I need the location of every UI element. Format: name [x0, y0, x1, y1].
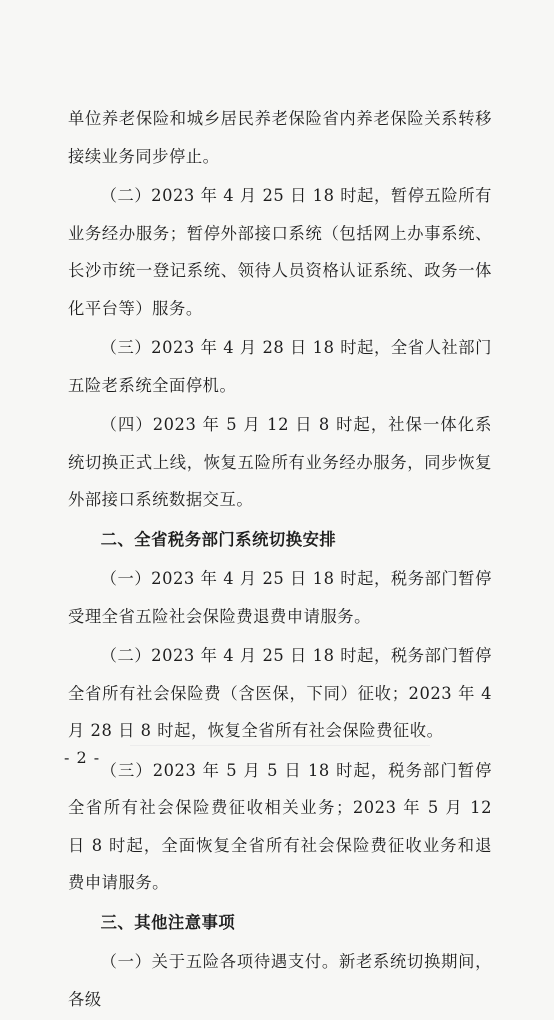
footer-divider — [130, 745, 430, 746]
document-body — [68, 100, 492, 1020]
paragraph-tax-item-3: （三）2023 年 5 月 5 日 18 时起，税务部门暂停全省所有社会保险费征收相关业务；2023 年 5 月 12 日 8 时起，全面恢复全省所有社会保险费征收业务和退费申请服务。 — [68, 760, 492, 892]
paragraph-item-2-suspend-services: （二）2023 年 4 月 25 日 18 时起，暂停五险所有业务经办服务；暂停外部接口系统（包括网上办事系统、长沙市统一登记系统、领待人员资格认证系统、政务一体化平台等）服务。 — [68, 186, 492, 318]
paragraph-item-3-old-system-shutdown: （三）2023 年 4 月 28 日 18 时起，全省人社部门五险老系统全面停机。 — [68, 338, 492, 395]
paragraph-item-4-new-system-launch: （四）2023 年 5 月 12 日 8 时起，社保一体化系统切换正式上线，恢复五险所有业务经办服务，同步恢复外部接口系统数据交互。 — [68, 415, 492, 509]
paragraph-other-item-1: （一）关于五险各项待遇支付。新老系统切换期间，各级 — [68, 952, 492, 1009]
paragraph-tax-item-2: （二）2023 年 4 月 25 日 18 时起，税务部门暂停全省所有社会保险费（含医保，下同）征收；2023 年 4 月 28 日 8 时起，恢复全省所有社会保险费征收。 — [68, 646, 492, 740]
page-number: - 2 - — [64, 748, 101, 767]
paragraph-tax-item-1: （一）2023 年 4 月 25 日 18 时起，税务部门暂停受理全省五险社会保险费退费申请服务。 — [68, 569, 492, 626]
section-heading-other-notes: 三、其他注意事项 — [100, 912, 236, 932]
section-heading-tax-switch: 二、全省税务部门系统切换安排 — [100, 529, 337, 549]
paragraph-continuation: 单位养老保险和城乡居民养老保险省内养老保险关系转移接续业务同步停止。 — [68, 109, 492, 166]
